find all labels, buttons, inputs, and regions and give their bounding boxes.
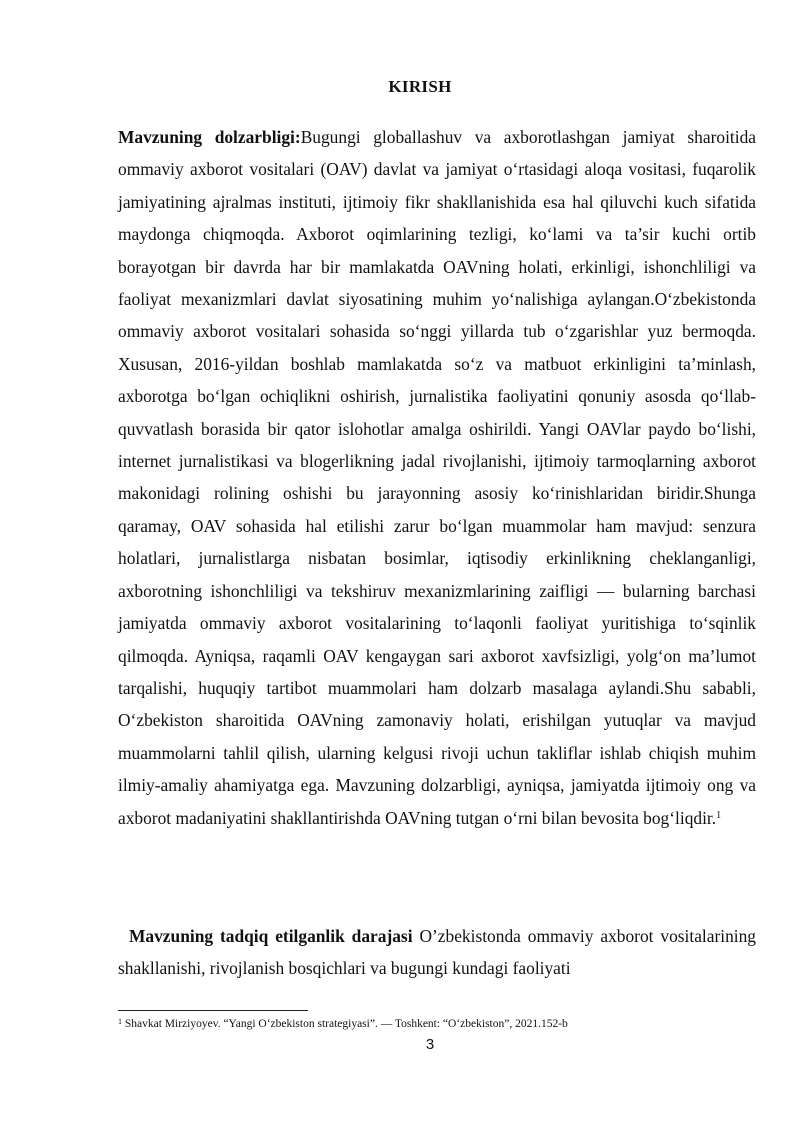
footnote [118, 1017, 758, 1031]
page-number: 3 [425, 1036, 435, 1053]
paragraph-research-degree [118, 920, 756, 985]
footnote-marker: 1 [118, 1017, 122, 1026]
footnote-text: Shavkat Mirziyoyev. “Yangi O‘zbekiston strategiyasi”. — Toshkent: “O‘zbekiston”, 2021.152-b [122, 1018, 568, 1030]
footnote-reference[interactable]: 1 [716, 809, 722, 821]
paragraph-relevance [118, 121, 756, 834]
paragraph-lead-relevance: Mavzuning dolzarbligi: [118, 127, 301, 147]
footnote-divider [118, 1010, 308, 1011]
paragraph-body-research-degree: O’zbekistonda ommaviy axborot vositalarining shakllanishi, rivojlanish bosqichlari va bugungi kundagi faoliyati [118, 926, 757, 979]
paragraph-body-relevance: Bugungi globallashuv va axborotlashgan jamiyat sharoitida ommaviy axborot vositalari (OAV) davlat va jamiyat o‘rtasidagi aloqa vositasi, fuqarolik jamiyatining ajralmas instituti, ijtimoiy fikr shakllanishida esa hal qiluvchi kuch sifatida maydonga chiqmoqda. Axborot oqimlarining tezligi, ko‘lami va ta’sir kuchi ortib borayotgan bir davrda har bir mamlakatda OAVning holati, erkinligi, ishonchliligi va faoliyat mexanizmlari davlat siyosatining muhim yo‘nalishiga aylangan.O‘zbekistonda ommaviy axborot vositalari sohasida so‘nggi yillarda tub o‘zgarishlar yuz bermoqda. Xususan, 2016-yildan boshlab mamlakatda so‘z va matbuot erkinligini ta’minlash, axborotga bo‘lgan ochiqlikni oshirish, jurnalistika faoliyatini qonuniy asosda qo‘llab-quvvatlash borasida bir qator islohotlar amalga oshirildi. Yangi OAVlar paydo bo‘lishi, internet jurnalistikasi va blogerlikning jadal rivojlanishi, ijtimoiy tarmoqlarning axborot makonidagi rolining oshishi bu jarayonning asosiy ko‘rinishlaridan biridir.Shunga qaramay, OAV sohasida hal etilishi zarur bo‘lgan muammolar ham mavjud: senzura holatlari, jurnalistlarga nisbatan bosimlar, iqtisodiy erkinlikning cheklanganligi, axborotning ishonchliligi va tekshiruv mexanizmlarining zaifligi — bularning barchasi jamiyatda ommaviy axborot vositalarining to‘laqonli faoliyat yuritishiga to‘sqinlik qilmoqda. Ayniqsa, raqamli OAV kengaygan sari axborot xavfsizligi, yolg‘on ma’lumot tarqalishi, huquqiy tartibot muammolari ham dolzarb masalaga aylandi.Shu sababli, O‘zbekiston sharoitida OAVning zamonaviy holati, erishilgan yutuqlar va mavjud muammolarni tahlil qilish, ularning kelgusi rivoji uchun takliflar ishlab chiqish muhim ilmiy-amaliy ahamiyatga ega. Mavzuning dolzarbligi, ayniqsa, jamiyatda ijtimoiy ong va axborot madaniyatini shakllantirishda OAVning tutgan o‘rni bilan bevosita bog‘liqdir. [118, 127, 756, 828]
section-title: KIRISH [388, 77, 452, 96]
paragraph-lead-research-degree: Mavzuning tadqiq etilganlik darajasi [129, 926, 413, 946]
